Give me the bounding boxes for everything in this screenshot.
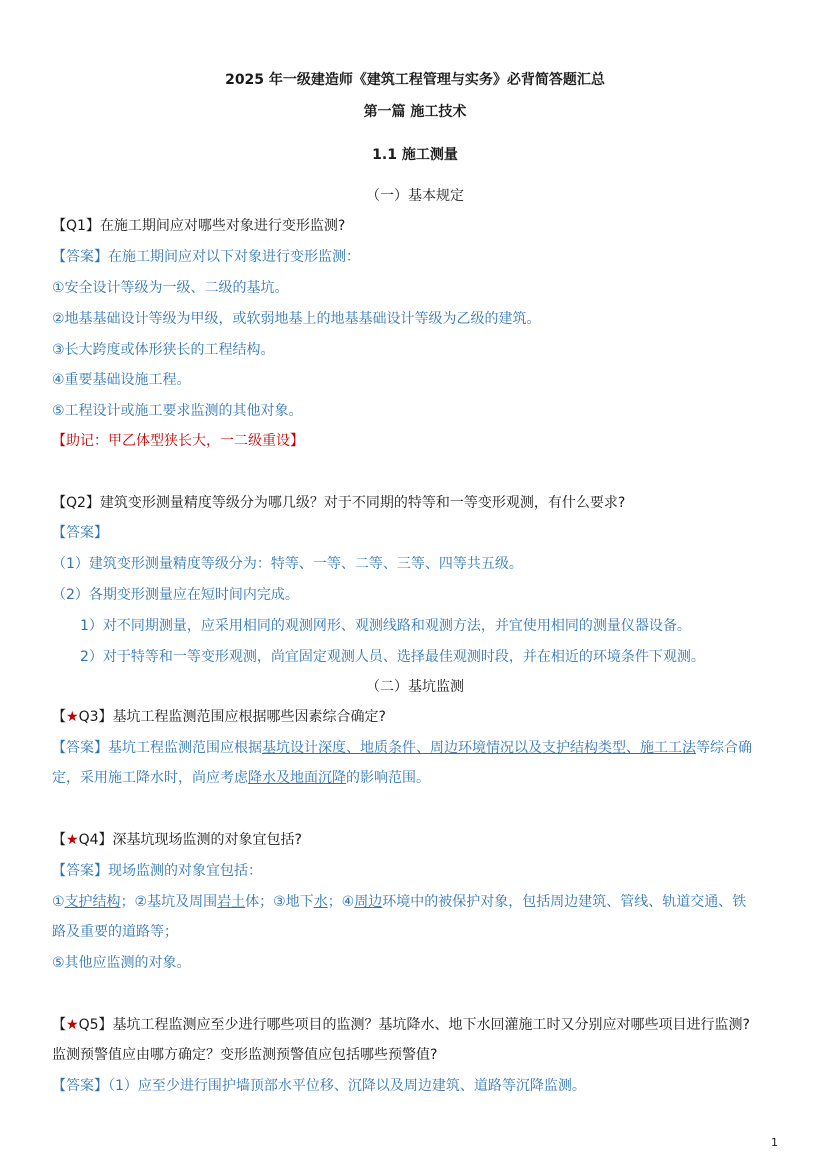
- q4-question: 【★Q4】深基坑现场监测的对象宜包括?: [52, 832, 302, 848]
- page-number: 1: [771, 1136, 778, 1149]
- document-title: 2025 年一级建造师《建筑工程管理与实务》必背简答题汇总: [225, 72, 605, 88]
- q1-answer-line: 【答案】在施工期间应对以下对象进行变形监测：: [52, 249, 360, 265]
- star-icon: ★: [66, 709, 79, 725]
- star-icon: ★: [66, 1017, 79, 1033]
- q4-answer-line: 路及重要的道路等；: [52, 924, 178, 940]
- q1-question: 【Q1】在施工期间应对哪些对象进行变形监测?: [52, 218, 346, 234]
- part-title: 第一篇 施工技术: [363, 104, 467, 120]
- q2-answer-line: 2）对于特等和一等变形观测，尚宜固定观测人员、选择最佳观测时段，并在相近的环境条件下观测。: [80, 649, 705, 665]
- q1-answer-line: ⑤工程设计或施工要求监测的其他对象。: [52, 403, 303, 419]
- star-icon: ★: [66, 832, 79, 848]
- q5-answer-line: 【答案】（1）应至少进行围护墙顶部水平位移、沉降以及周边建筑、道路等沉降监测。: [52, 1078, 586, 1094]
- q1-answer-line: ②地基基础设计等级为甲级，或软弱地基上的地基基础设计等级为乙级的建筑。: [52, 311, 541, 327]
- q2-answer-line: （1）建筑变形测量精度等级分为：特等、一等、二等、三等、四等共五级。: [52, 556, 523, 572]
- section-title: 1.1 施工测量: [372, 147, 458, 163]
- q3-answer-line: 定，采用施工降水时，尚应考虑降水及地面沉降的影响范围。: [52, 770, 430, 786]
- q3-answer-line: 【答案】基坑工程监测范围应根据基坑设计深度、地质条件、周边环境情况以及支护结构类型、施工工法等综合确: [52, 740, 752, 756]
- q1-answer-line: ③长大跨度或体形狭长的工程结构。: [52, 342, 275, 358]
- q1-answer-line: ④重要基础设施工程。: [52, 372, 191, 388]
- q4-answer-line: ①支护结构；②基坑及周围岩土体；③地下水；④周边环境中的被保护对象，包括周边建筑、管线、轨道交通、铁: [52, 894, 747, 910]
- q2-answer-label: 【答案】: [52, 525, 108, 541]
- q4-answer-line: ⑤其他应监测的对象。: [52, 955, 191, 971]
- q5-question-line2: 监测预警值应由哪方确定？变形监测预警值应包括哪些预警值?: [52, 1047, 438, 1063]
- q1-mnemonic: 【助记：甲乙体型狭长大，一二级重设】: [52, 433, 304, 449]
- q3-question: 【★Q3】基坑工程监测范围应根据哪些因素综合确定?: [52, 709, 386, 725]
- q5-question: 【★Q5】基坑工程监测应至少进行哪些项目的监测？基坑降水、地下水回灌施工时又分别应对哪些项目进行监测?: [52, 1017, 750, 1033]
- subsection-title-basic-rules: （一）基本规定: [366, 188, 464, 204]
- q1-answer-line: ①安全设计等级为一级、二级的基坑。: [52, 280, 289, 296]
- q2-answer-line: （2）各期变形测量应在短时间内完成。: [52, 587, 299, 603]
- q2-question: 【Q2】建筑变形测量精度等级分为哪几级？对于不同期的特等和一等变形观测，有什么要求?: [52, 495, 626, 511]
- subsection-title-pit-monitoring: （二）基坑监测: [366, 679, 464, 695]
- q4-answer-line: 【答案】现场监测的对象宜包括：: [52, 863, 262, 879]
- q2-answer-line: 1）对不同期测量，应采用相同的观测网形、观测线路和观测方法，并宜使用相同的测量仪器设备。: [80, 618, 691, 634]
